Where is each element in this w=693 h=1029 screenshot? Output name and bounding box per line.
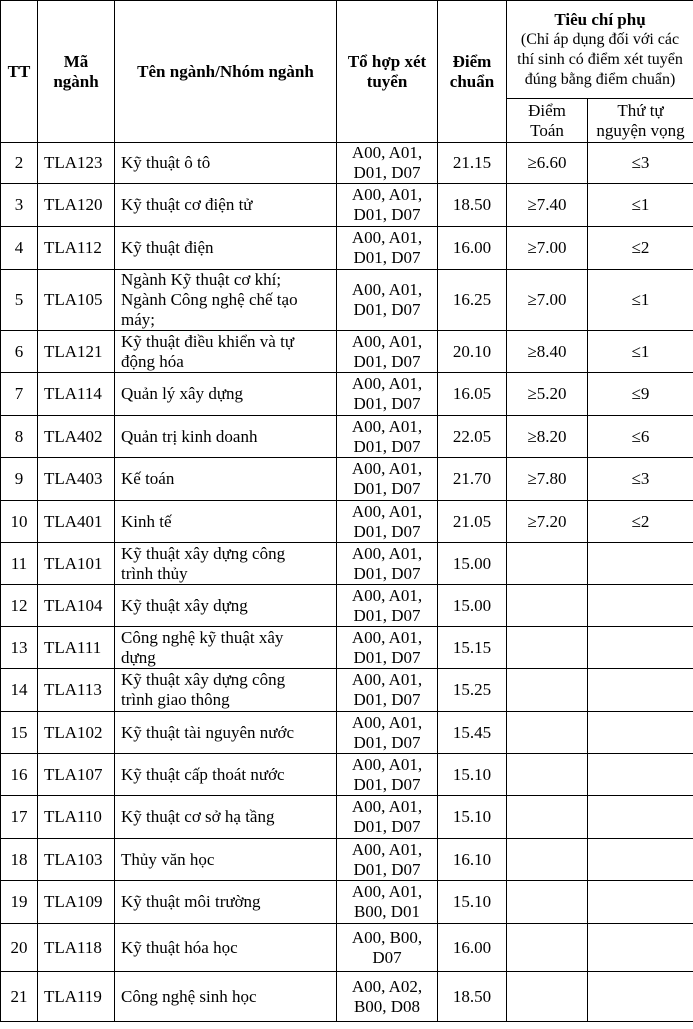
row-code: TLA119 <box>38 972 115 1022</box>
row-order <box>588 627 693 669</box>
table-row <box>1 416 693 458</box>
row-math-score <box>507 669 588 712</box>
row-code: TLA113 <box>38 669 115 712</box>
tieu-chi-note-3: đúng bằng điểm chuẩn) <box>524 70 676 88</box>
row-order <box>588 669 693 712</box>
table-row <box>1 839 693 881</box>
col-header-to-hop: Tổ hợp xét tuyển <box>337 1 438 143</box>
row-math-score <box>507 924 588 972</box>
combo-line: A00, A01, <box>351 839 423 859</box>
row-tt: 16 <box>1 754 38 796</box>
combo-line: A00, A01, <box>351 585 423 605</box>
combo-line: A00, B00, <box>351 927 423 947</box>
row-combo <box>337 501 438 543</box>
row-tt: 14 <box>1 669 38 712</box>
combo-line: D01, D07 <box>353 859 421 879</box>
row-math-score <box>507 796 588 839</box>
combo-line: A00, A01, <box>351 627 423 647</box>
row-name: Kỹ thuật hóa học <box>115 924 337 972</box>
col-header-tt: TT <box>1 1 38 143</box>
row-combo <box>337 416 438 458</box>
table-row <box>1 796 693 839</box>
combo-line: A00, A01, <box>351 280 423 299</box>
row-name: Công nghệ sinh học <box>115 972 337 1022</box>
row-name: Quản trị kinh doanh <box>115 416 337 458</box>
col-header-diem-chuan: Điểm chuẩn <box>438 1 507 143</box>
table-row <box>1 627 693 669</box>
combo-line: A00, A01, <box>351 712 423 732</box>
row-score: 15.00 <box>438 543 507 585</box>
row-order <box>588 796 693 839</box>
row-tt: 12 <box>1 585 38 627</box>
row-tt: 21 <box>1 972 38 1022</box>
col-header-ma-nganh: Mã ngành <box>38 1 115 143</box>
row-combo <box>337 331 438 373</box>
row-score: 20.10 <box>438 331 507 373</box>
table-row <box>1 881 693 924</box>
combo-line: D01, D07 <box>353 563 421 583</box>
row-order: ≤3 <box>588 143 693 184</box>
row-name: Kỹ thuật cơ điện tử <box>115 184 337 227</box>
row-code: TLA103 <box>38 839 115 881</box>
row-combo <box>337 543 438 585</box>
row-math-score <box>507 712 588 754</box>
row-score: 21.15 <box>438 143 507 184</box>
table-row <box>1 924 693 972</box>
row-code: TLA109 <box>38 881 115 924</box>
table-row <box>1 585 693 627</box>
row-score: 15.00 <box>438 585 507 627</box>
row-code: TLA402 <box>38 416 115 458</box>
row-tt: 17 <box>1 796 38 839</box>
row-tt: 20 <box>1 924 38 972</box>
row-order <box>588 754 693 796</box>
row-combo <box>337 972 438 1022</box>
row-math-score: ≥6.60 <box>507 143 588 184</box>
combo-line: D01, D07 <box>353 605 421 625</box>
combo-line: D01, D07 <box>353 163 421 182</box>
row-math-score <box>507 627 588 669</box>
combo-line: A00, A01, <box>351 185 423 204</box>
row-order <box>588 881 693 924</box>
row-tt: 2 <box>1 143 38 184</box>
row-name: Kỹ thuật môi trường <box>115 881 337 924</box>
row-code: TLA123 <box>38 143 115 184</box>
table-body <box>1 143 693 1022</box>
combo-line: A00, A01, <box>351 670 423 689</box>
col-header-tieu-chi-phu <box>507 1 693 99</box>
row-name: Ngành Kỹ thuật cơ khí; Ngành Công nghệ chế tạo máy; <box>115 270 337 331</box>
combo-line: A00, A01, <box>351 501 423 521</box>
col-header-diem-toan: Điểm Toán <box>507 99 588 143</box>
row-code: TLA401 <box>38 501 115 543</box>
combo-line: D01, D07 <box>353 300 421 319</box>
row-tt: 8 <box>1 416 38 458</box>
combo-line: D01, D07 <box>353 732 421 752</box>
row-order: ≤2 <box>588 227 693 270</box>
row-name: Kinh tế <box>115 501 337 543</box>
row-order: ≤6 <box>588 416 693 458</box>
row-math-score: ≥5.20 <box>507 373 588 416</box>
row-code: TLA111 <box>38 627 115 669</box>
row-tt: 5 <box>1 270 38 331</box>
row-code: TLA102 <box>38 712 115 754</box>
row-combo <box>337 839 438 881</box>
row-combo <box>337 796 438 839</box>
header-row <box>1 1 693 99</box>
row-combo <box>337 373 438 416</box>
tieu-chi-title: Tiêu chí phụ <box>554 9 646 29</box>
row-math-score <box>507 881 588 924</box>
row-math-score <box>507 543 588 585</box>
combo-line: D07 <box>372 947 402 967</box>
combo-line: A00, A01, <box>351 331 423 351</box>
row-math-score: ≥8.20 <box>507 416 588 458</box>
row-math-score <box>507 972 588 1022</box>
row-tt: 6 <box>1 331 38 373</box>
combo-line: D01, D07 <box>353 205 421 224</box>
combo-line: B00, D01 <box>353 902 421 921</box>
row-combo <box>337 227 438 270</box>
row-tt: 18 <box>1 839 38 881</box>
row-code: TLA114 <box>38 373 115 416</box>
row-order <box>588 924 693 972</box>
table-row <box>1 543 693 585</box>
combo-line: D01, D07 <box>353 774 421 794</box>
row-name: Thủy văn học <box>115 839 337 881</box>
row-score: 16.10 <box>438 839 507 881</box>
row-code: TLA101 <box>38 543 115 585</box>
row-order: ≤1 <box>588 184 693 227</box>
combo-line: A00, A01, <box>351 882 423 901</box>
table-row <box>1 373 693 416</box>
row-score: 21.70 <box>438 458 507 501</box>
row-score: 16.00 <box>438 227 507 270</box>
table-row <box>1 712 693 754</box>
combo-line: A00, A01, <box>351 416 423 436</box>
row-name: Kỹ thuật cơ sở hạ tầng <box>115 796 337 839</box>
combo-line: A00, A01, <box>351 459 423 478</box>
combo-line: D01, D07 <box>353 394 421 413</box>
row-name: Kỹ thuật ô tô <box>115 143 337 184</box>
row-name: Kỹ thuật xây dựng công trình thủy <box>115 543 337 585</box>
row-code: TLA120 <box>38 184 115 227</box>
combo-line: A00, A01, <box>351 797 423 816</box>
row-name: Kế toán <box>115 458 337 501</box>
table-row <box>1 458 693 501</box>
row-code: TLA118 <box>38 924 115 972</box>
table-row <box>1 331 693 373</box>
row-score: 18.50 <box>438 184 507 227</box>
row-code: TLA104 <box>38 585 115 627</box>
row-math-score: ≥7.00 <box>507 270 588 331</box>
table-row <box>1 184 693 227</box>
row-score: 15.10 <box>438 796 507 839</box>
row-combo <box>337 143 438 184</box>
tieu-chi-note-2: thí sinh có điểm xét tuyển <box>517 50 683 68</box>
row-tt: 11 <box>1 543 38 585</box>
row-score: 21.05 <box>438 501 507 543</box>
row-order <box>588 585 693 627</box>
row-combo <box>337 270 438 331</box>
row-score: 16.00 <box>438 924 507 972</box>
row-combo <box>337 627 438 669</box>
row-order: ≤1 <box>588 270 693 331</box>
row-order <box>588 972 693 1022</box>
row-combo <box>337 712 438 754</box>
combo-line: D01, D07 <box>353 521 421 541</box>
row-order: ≤3 <box>588 458 693 501</box>
row-code: TLA105 <box>38 270 115 331</box>
row-tt: 4 <box>1 227 38 270</box>
row-code: TLA112 <box>38 227 115 270</box>
row-name: Kỹ thuật điện <box>115 227 337 270</box>
row-combo <box>337 924 438 972</box>
row-order: ≤1 <box>588 331 693 373</box>
row-math-score <box>507 839 588 881</box>
combo-line: D01, D07 <box>353 647 421 667</box>
table-row <box>1 227 693 270</box>
combo-line: D01, D07 <box>353 436 421 456</box>
combo-line: A00, A01, <box>351 374 423 393</box>
row-name: Công nghệ kỹ thuật xây dựng <box>115 627 337 669</box>
row-tt: 10 <box>1 501 38 543</box>
row-math-score: ≥7.20 <box>507 501 588 543</box>
row-tt: 15 <box>1 712 38 754</box>
table-row <box>1 754 693 796</box>
combo-line: D01, D07 <box>353 817 421 836</box>
combo-line: A00, A02, <box>351 976 423 996</box>
combo-line: D01, D07 <box>353 479 421 498</box>
row-name: Kỹ thuật tài nguyên nước <box>115 712 337 754</box>
combo-line: D01, D07 <box>353 248 421 267</box>
row-order <box>588 543 693 585</box>
row-code: TLA110 <box>38 796 115 839</box>
table-row <box>1 972 693 1022</box>
combo-line: A00, A01, <box>351 543 423 563</box>
row-tt: 7 <box>1 373 38 416</box>
row-combo <box>337 184 438 227</box>
row-score: 15.45 <box>438 712 507 754</box>
row-name: Kỹ thuật cấp thoát nước <box>115 754 337 796</box>
row-combo <box>337 585 438 627</box>
row-code: TLA121 <box>38 331 115 373</box>
row-name: Kỹ thuật xây dựng <box>115 585 337 627</box>
row-score: 16.05 <box>438 373 507 416</box>
row-tt: 19 <box>1 881 38 924</box>
row-combo <box>337 458 438 501</box>
row-name: Kỹ thuật điều khiển và tự động hóa <box>115 331 337 373</box>
row-name: Quản lý xây dựng <box>115 373 337 416</box>
row-order <box>588 839 693 881</box>
table-row <box>1 669 693 712</box>
combo-line: D01, D07 <box>353 351 421 371</box>
row-math-score: ≥7.80 <box>507 458 588 501</box>
combo-line: A00, A01, <box>351 228 423 247</box>
combo-line: D01, D07 <box>353 690 421 709</box>
row-combo <box>337 754 438 796</box>
row-math-score: ≥7.00 <box>507 227 588 270</box>
tieu-chi-note-1: (Chỉ áp dụng đối với các <box>520 30 680 48</box>
row-name: Kỹ thuật xây dựng công trình giao thông <box>115 669 337 712</box>
row-code: TLA403 <box>38 458 115 501</box>
combo-line: A00, A01, <box>351 754 423 774</box>
combo-line: A00, A01, <box>351 143 423 162</box>
row-tt: 3 <box>1 184 38 227</box>
table-row <box>1 143 693 184</box>
table-row <box>1 501 693 543</box>
row-order: ≤2 <box>588 501 693 543</box>
row-score: 18.50 <box>438 972 507 1022</box>
table-row <box>1 270 693 331</box>
row-code: TLA107 <box>38 754 115 796</box>
row-combo <box>337 881 438 924</box>
row-math-score <box>507 585 588 627</box>
row-score: 15.10 <box>438 881 507 924</box>
row-score: 22.05 <box>438 416 507 458</box>
col-header-ten-nganh: Tên ngành/Nhóm ngành <box>115 1 337 143</box>
row-score: 15.10 <box>438 754 507 796</box>
row-combo <box>337 669 438 712</box>
row-score: 16.25 <box>438 270 507 331</box>
row-score: 15.25 <box>438 669 507 712</box>
row-tt: 13 <box>1 627 38 669</box>
row-order <box>588 712 693 754</box>
row-math-score: ≥8.40 <box>507 331 588 373</box>
row-tt: 9 <box>1 458 38 501</box>
col-header-thu-tu: Thứ tự nguyện vọng <box>588 99 693 143</box>
row-order: ≤9 <box>588 373 693 416</box>
row-score: 15.15 <box>438 627 507 669</box>
row-math-score: ≥7.40 <box>507 184 588 227</box>
combo-line: B00, D08 <box>353 996 421 1016</box>
row-math-score <box>507 754 588 796</box>
